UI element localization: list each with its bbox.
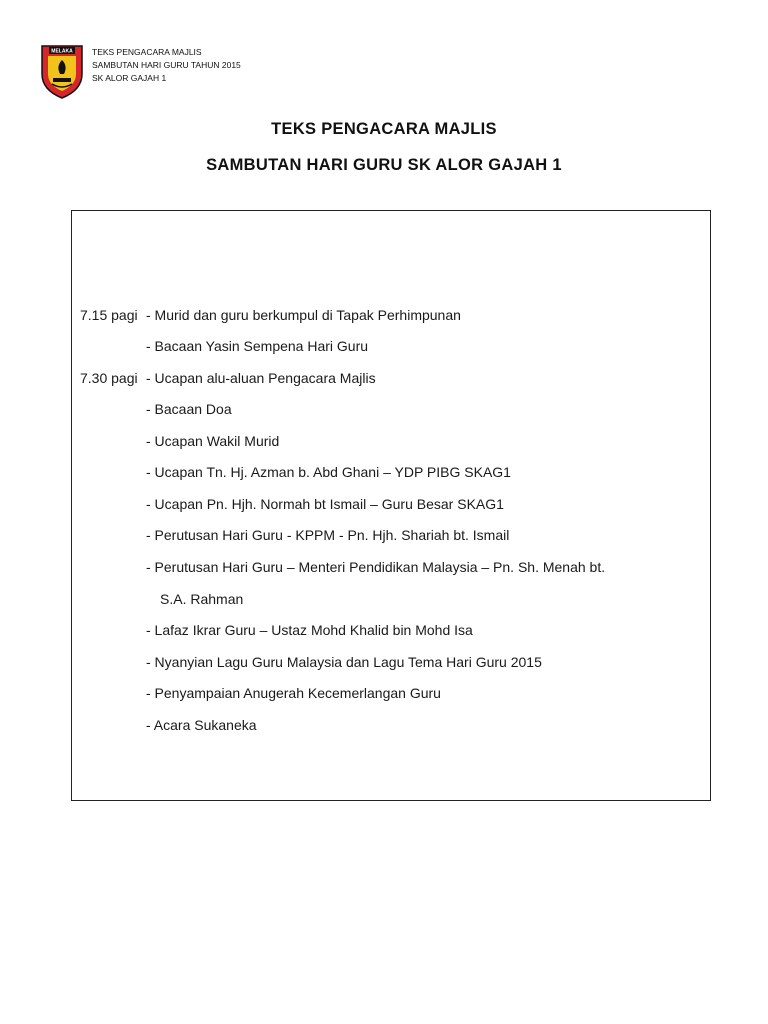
schedule-item: - Penyampaian Anugerah Kecemerlangan Guru: [146, 685, 441, 701]
schedule-item: - Lafaz Ikrar Guru – Ustaz Mohd Khalid bin Mohd Isa: [146, 622, 473, 638]
header-line-school: SK ALOR GAJAH 1: [92, 73, 167, 83]
header-line-event: SAMBUTAN HARI GURU TAHUN 2015: [92, 60, 241, 70]
schedule-item: - Nyanyian Lagu Guru Malaysia dan Lagu Tema Hari Guru 2015: [146, 654, 542, 670]
schedule-item: - Ucapan alu-aluan Pengacara Majlis: [146, 370, 376, 386]
schedule-item: - Bacaan Yasin Sempena Hari Guru: [146, 338, 369, 354]
schedule-item: - Perutusan Hari Guru - KPPM - Pn. Hjh. Shariah bt. Ismail: [146, 527, 510, 543]
school-crest-logo: [38, 40, 86, 100]
header-line-title: TEKS PENGACARA MAJLIS: [92, 47, 202, 57]
logo-label: MELAKA: [51, 48, 73, 55]
document-header: [92, 46, 241, 85]
schedule-time-1: 7.15 pagi: [80, 307, 138, 323]
schedule-item: - Ucapan Tn. Hj. Azman b. Abd Ghani – YDP PIBG SKAG1: [146, 464, 511, 480]
schedule-item: - Ucapan Wakil Murid: [146, 433, 280, 449]
schedule-item: - Bacaan Doa: [146, 401, 232, 417]
page-title: TEKS PENGACARA MAJLIS: [271, 120, 497, 138]
page-subtitle: SAMBUTAN HARI GURU SK ALOR GAJAH 1: [206, 156, 562, 174]
schedule-item: - Perutusan Hari Guru – Menteri Pendidikan Malaysia – Pn. Sh. Menah bt.: [146, 559, 606, 575]
schedule-item: - Acara Sukaneka: [146, 717, 257, 733]
schedule-box: [71, 210, 711, 801]
schedule-time-2: 7.30 pagi: [80, 370, 138, 386]
schedule-item-continuation: S.A. Rahman: [160, 591, 244, 607]
schedule-item: - Ucapan Pn. Hjh. Normah bt Ismail – Guru Besar SKAG1: [146, 496, 504, 512]
schedule-item: - Murid dan guru berkumpul di Tapak Perhimpunan: [146, 307, 461, 323]
